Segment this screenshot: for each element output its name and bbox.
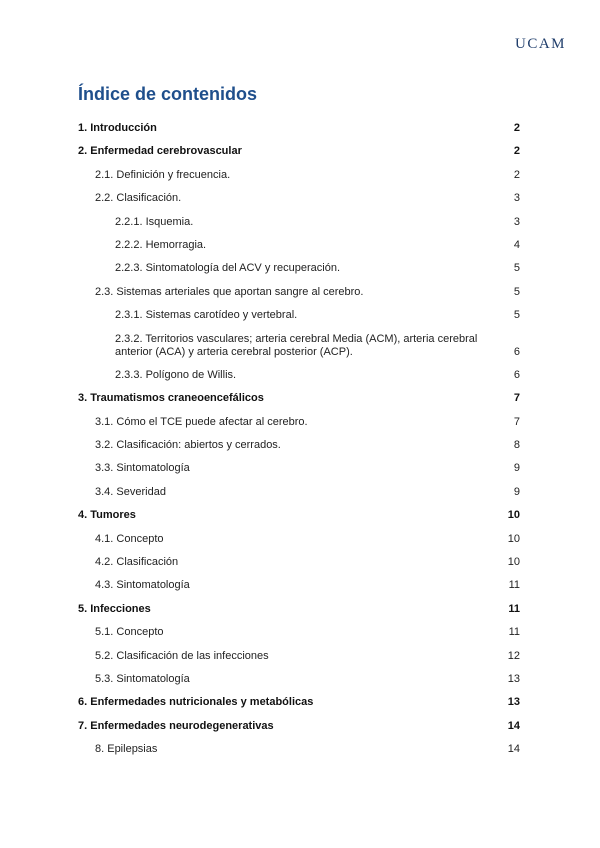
toc-entry-page-number: 5: [513, 262, 520, 275]
toc-entry-page-number: 8: [513, 439, 520, 452]
toc-entry[interactable]: [78, 626, 520, 639]
toc-entry[interactable]: [78, 145, 520, 158]
toc-entry-page-number: 13: [507, 672, 520, 685]
toc-entry[interactable]: [78, 333, 520, 359]
toc-entry-text: 4.1. Concepto: [95, 532, 164, 545]
toc-entry[interactable]: [78, 486, 520, 499]
toc-entry-text: 2.1. Definición y frecuencia.: [95, 168, 231, 181]
toc-entry-page-number: 11: [508, 579, 520, 592]
toc-entry-text: 3.4. Severidad: [95, 485, 166, 498]
toc-entry-page-number: 10: [507, 556, 520, 569]
toc-entry[interactable]: [78, 743, 520, 756]
toc-entry-page-number: 9: [513, 462, 520, 475]
toc-entry-text: 2.2. Clasificación.: [95, 192, 182, 205]
toc-entry-page-number: 11: [508, 602, 520, 615]
toc-entry[interactable]: [78, 416, 520, 429]
toc-entry[interactable]: [78, 369, 520, 382]
toc-entry-text: 4.3. Sintomatología: [95, 579, 190, 592]
toc-entry-text: 8. Epilepsias: [95, 743, 158, 756]
toc-entry[interactable]: [78, 533, 520, 546]
toc-entry-page-number: 7: [513, 392, 520, 405]
toc-entry-text: 4.2. Clasificación: [95, 556, 179, 569]
toc-entry-text: 2.3. Sistemas arteriales que aportan sangre al cerebro.: [95, 285, 364, 298]
toc-entry-page-number: 14: [507, 719, 520, 732]
toc-entry-page-number: 5: [513, 285, 520, 298]
toc-entry[interactable]: [78, 556, 520, 569]
toc-entry-text: 2.2.2. Hemorragia.: [115, 238, 207, 251]
toc-entry[interactable]: [78, 309, 520, 322]
toc-entry-text: 3.2. Clasificación: abiertos y cerrados.: [95, 439, 281, 452]
toc-entry-text: 2.2.3. Sintomatología del ACV y recuperación.: [115, 262, 341, 275]
toc-entry-text: 5.3. Sintomatología: [95, 672, 190, 685]
toc-entry-text: 5.1. Concepto: [95, 626, 164, 639]
toc-entry[interactable]: [78, 462, 520, 475]
toc-entry[interactable]: [78, 650, 520, 663]
toc-title: Índice de contenidos: [78, 84, 258, 104]
toc-entry-page-number: 10: [507, 509, 520, 522]
toc-entry[interactable]: [78, 216, 520, 229]
toc-entry-page-number: 2: [513, 168, 520, 181]
toc-entry-text: 7. Enfermedades neurodegenerativas: [78, 719, 274, 732]
toc-entry-page-number: 14: [507, 743, 520, 756]
toc-entry-text: 5.2. Clasificación de las infecciones: [95, 649, 269, 662]
toc-entry[interactable]: [78, 603, 520, 616]
toc-entry[interactable]: [78, 720, 520, 733]
toc-entry-text: 2.3.3. Polígono de Willis.: [115, 368, 237, 381]
toc-entry-text: 2.3.2. Territorios vasculares; arteria cerebral Media (ACM), arteria cerebral anterior (ACA) y arteria cerebral posterior (ACP).: [115, 332, 478, 358]
toc-entry[interactable]: [78, 696, 520, 709]
toc-entry-page-number: 6: [513, 368, 520, 381]
toc-entry-page-number: 7: [513, 415, 520, 428]
ucam-logo: UCAM: [514, 36, 566, 52]
toc-entry-text: 2.2.1. Isquemia.: [115, 215, 194, 228]
toc-entry[interactable]: [78, 169, 520, 182]
toc-entry-text: 2. Enfermedad cerebrovascular: [78, 145, 242, 158]
toc-entry-page-number: 2: [513, 122, 520, 134]
toc-entry-page-number: 11: [508, 626, 520, 639]
toc-entry[interactable]: [78, 439, 520, 452]
toc-entry[interactable]: [78, 262, 520, 275]
toc-entry-page-number: 10: [507, 532, 520, 545]
toc-entry-page-number: 9: [513, 485, 520, 498]
toc-entry[interactable]: [78, 239, 520, 252]
toc-entry[interactable]: [78, 509, 520, 522]
toc-entry-text: 1. Introducción: [78, 122, 157, 134]
toc-entry-text: 2.3.1. Sistemas carotídeo y vertebral.: [115, 309, 298, 322]
toc-entry-page-number: 5: [513, 309, 520, 322]
toc-entry-text: 5. Infecciones: [78, 602, 151, 615]
toc-entry[interactable]: [78, 673, 520, 686]
toc-entry-page-number: 4: [513, 238, 520, 251]
toc-entry-page-number: 3: [513, 192, 520, 205]
toc-entry-text: 6. Enfermedades nutricionales y metabólicas: [78, 696, 314, 709]
toc-entry-page-number: 12: [507, 649, 520, 662]
toc-entry-page-number: 2: [513, 145, 520, 158]
toc-entry[interactable]: [78, 392, 520, 405]
toc-entry-text: 3.3. Sintomatología: [95, 462, 190, 475]
toc-entry[interactable]: [78, 579, 520, 592]
toc-entry-text: 4. Tumores: [78, 509, 136, 522]
toc-entry[interactable]: [78, 286, 520, 299]
toc-list: [78, 122, 520, 767]
toc-entry-page-number: 6: [513, 345, 520, 358]
toc-entry-text: 3.1. Cómo el TCE puede afectar al cerebro.: [95, 415, 308, 428]
toc-entry-page-number: 3: [513, 215, 520, 228]
toc-entry-page-number: 13: [507, 696, 520, 709]
toc-entry-text: 3. Traumatismos craneoencefálicos: [78, 392, 264, 405]
toc-entry[interactable]: [78, 122, 520, 135]
toc-entry[interactable]: [78, 192, 520, 205]
